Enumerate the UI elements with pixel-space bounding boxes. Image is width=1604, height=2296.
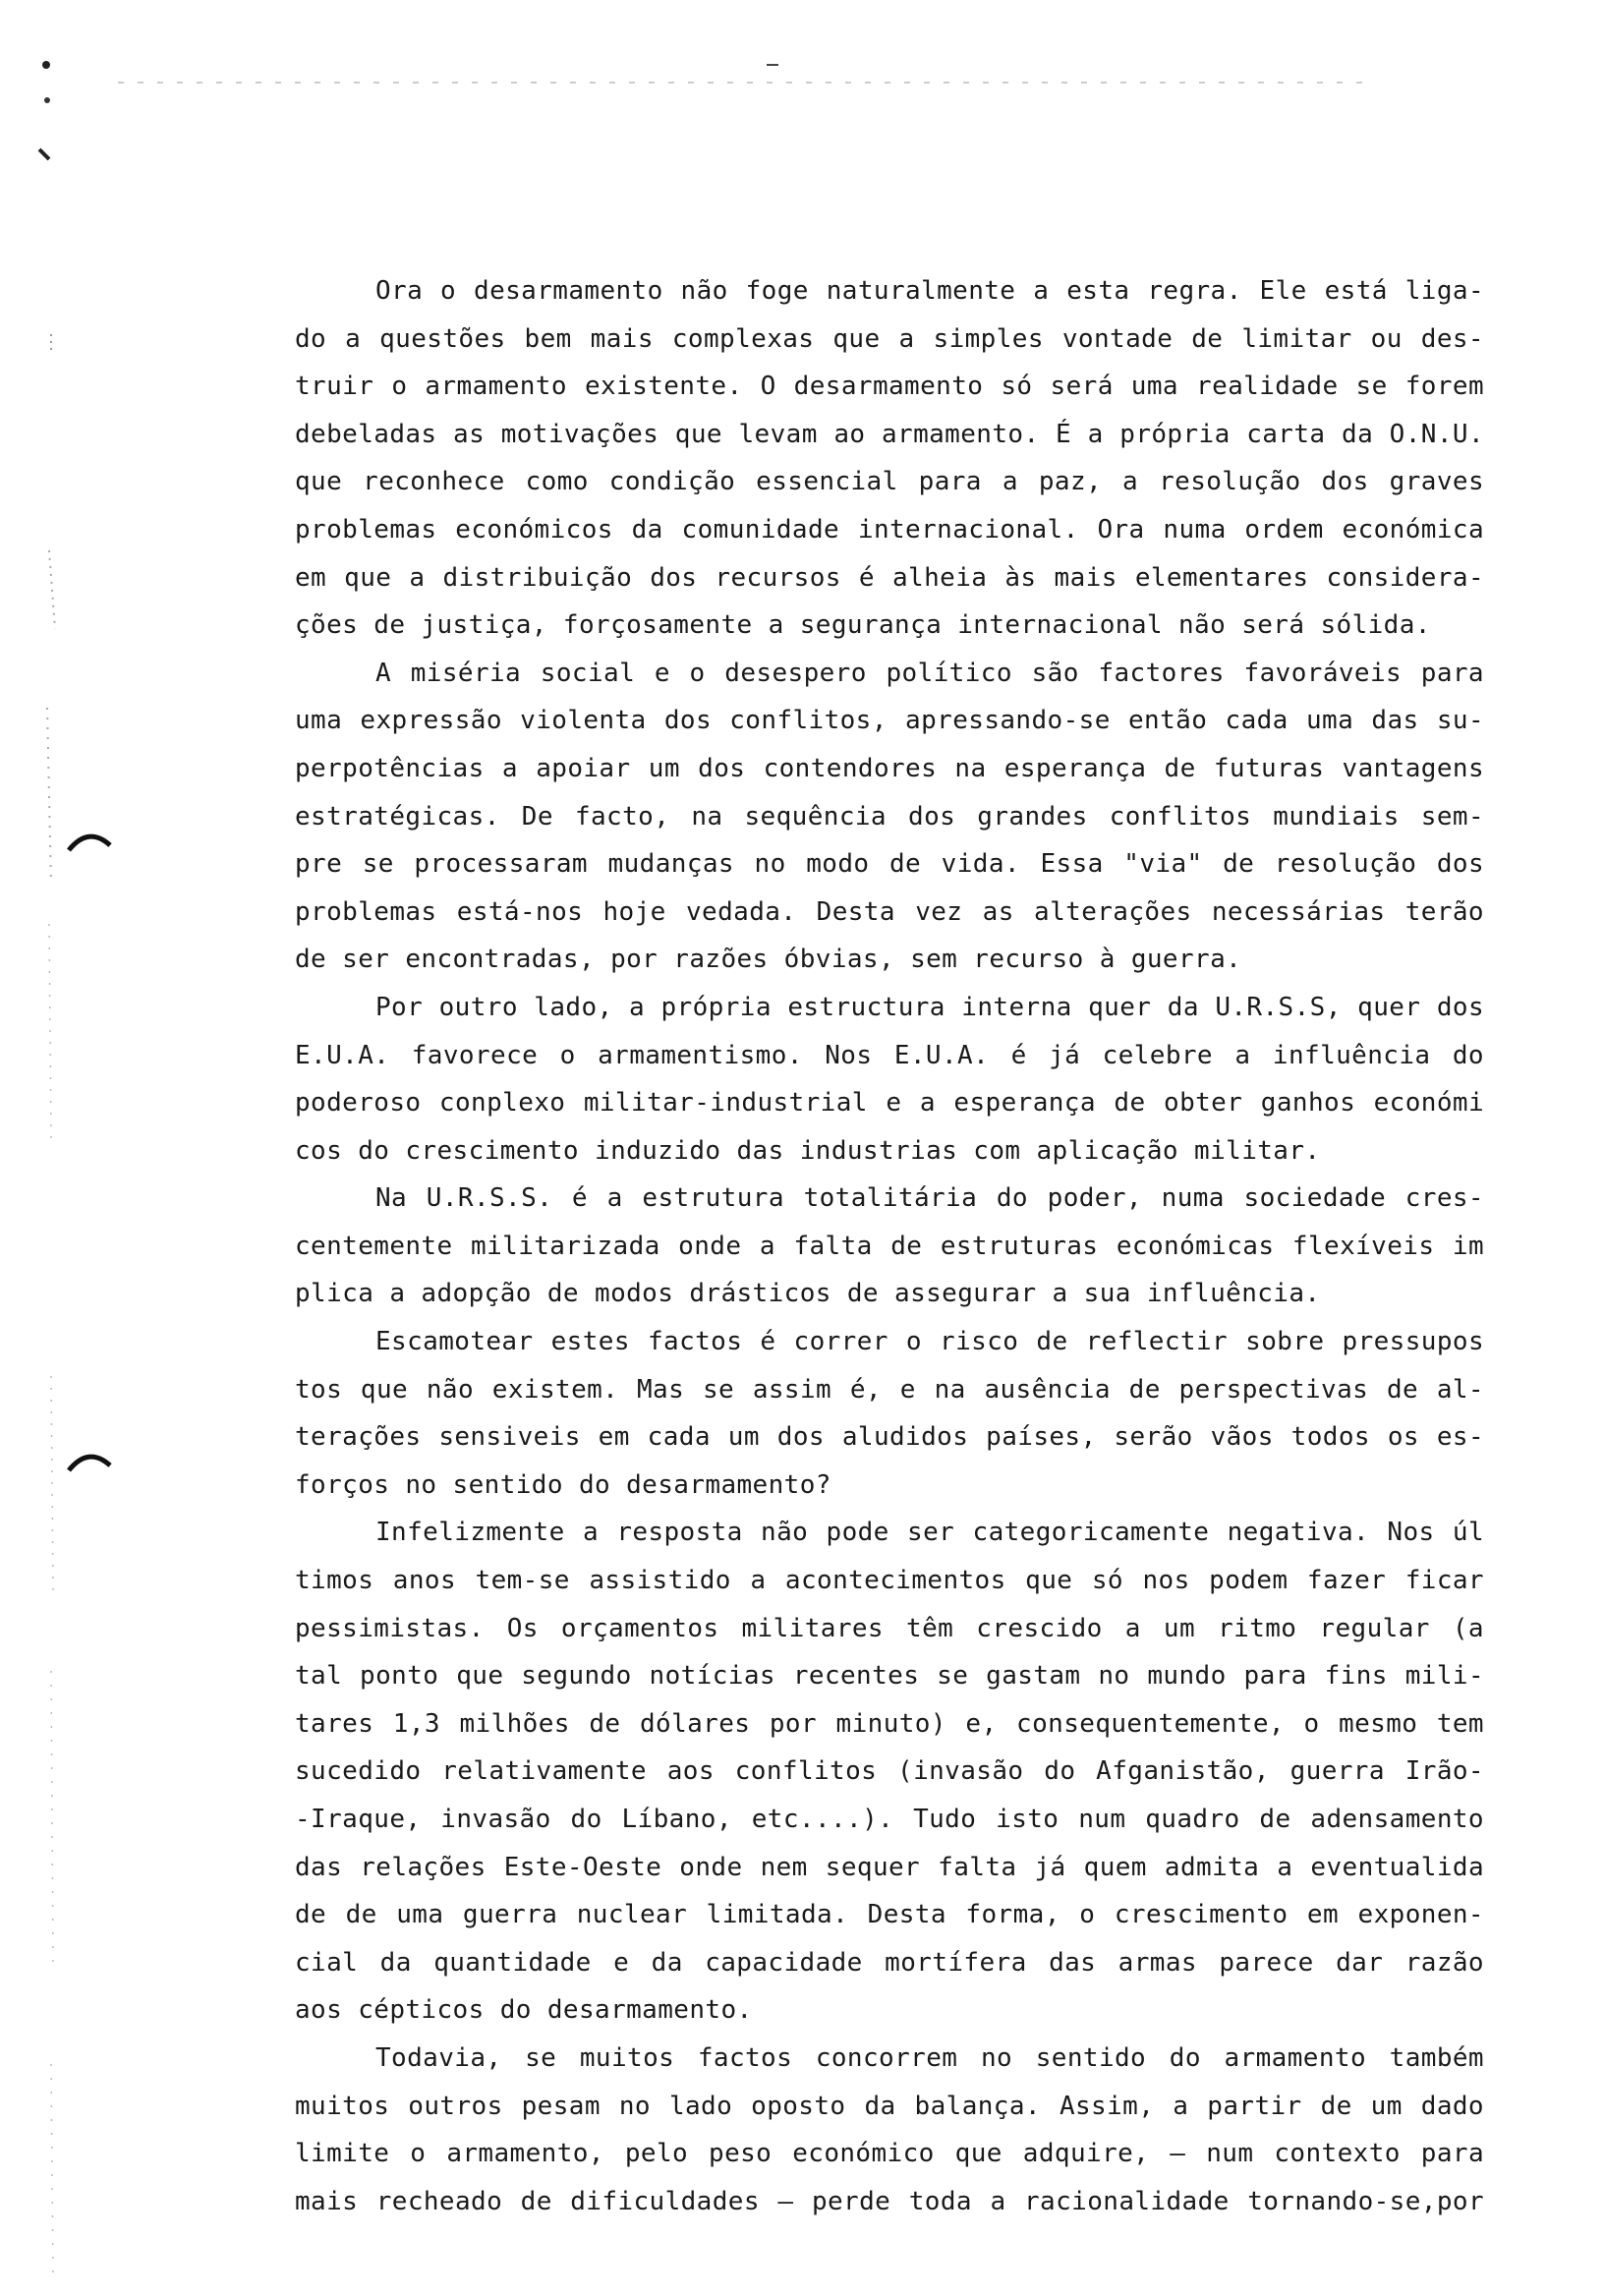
text-line: plica a adopção de modos drásticos de assegurar a sua influência.: [295, 1279, 1321, 1309]
text-line: ções de justiça, forçosamente a segurança internacional não será sólida.: [295, 610, 1431, 641]
text-line: forços no sentido do desarmamento?: [295, 1469, 831, 1500]
text-line: tares 1,3 milhões de dólares por minuto) e, consequentemente, o mesmo tem: [295, 1708, 1484, 1739]
text-line: -Iraque, invasão do Líbano, etc....). Tudo isto num quadro de adensamento: [295, 1805, 1484, 1834]
text-line: sucedido relativamente aos conflitos (invasão do Afganistão, guerra Irão-: [295, 1756, 1484, 1787]
text-line: mais recheado de dificuldades — perde toda a racionalidade tornando-se,por: [295, 2186, 1484, 2216]
body-text: [295, 267, 1484, 2225]
binder-hole-arc: [69, 836, 110, 850]
text-line: problemas económicos da comunidade internacional. Ora numa ordem económica: [295, 514, 1484, 545]
scan-speck: [39, 149, 49, 159]
text-line: cial da quantidade e da capacidade mortífera das armas parece dar razão: [295, 1947, 1484, 1978]
paragraph: [295, 1509, 1484, 2035]
text-line: problemas está-nos hoje vedada. Desta vez as alterações necessárias terão: [295, 896, 1484, 927]
text-line: Ora o desarmamento não foge naturalmente a esta regra. Ele está liga-: [375, 276, 1484, 306]
text-line: das relações Este-Oeste onde nem sequer falta já quem admita a eventualida: [295, 1852, 1484, 1882]
text-line: pessimistas. Os orçamentos militares têm crescido a um ritmo regular (a: [295, 1613, 1484, 1643]
text-line: uma expressão violenta dos conflitos, apressando-se então cada uma das su-: [295, 706, 1484, 736]
text-line: tal ponto que segundo notícias recentes se gastam no mundo para fins mili-: [295, 1661, 1484, 1692]
scan-margin-mark: [47, 708, 51, 885]
text-line: muitos outros pesam no lado oposto da balança. Assim, a partir de um dado: [295, 2091, 1484, 2121]
scan-speck: [44, 97, 50, 103]
text-line: debeladas as motivações que levam ao armamento. É a própria carta da O.N.U.: [295, 419, 1484, 449]
scan-margin-mark: [49, 550, 55, 629]
text-line: Infelizmente a resposta não pode ser categoricamente negativa. Nos úl: [375, 1518, 1484, 1548]
text-line: A miséria social e o desespero político são factores favoráveis para: [375, 658, 1484, 688]
text-line: cos do crescimento induzido das industrias com aplicação militar.: [295, 1135, 1321, 1166]
text-line: de ser encontradas, por razões óbvias, sem recurso à guerra.: [295, 945, 1242, 975]
text-line: limite o armamento, pelo peso económico que adquire, — num contexto para: [295, 2139, 1484, 2169]
paragraph: [295, 1175, 1484, 1318]
text-line: tos que não existem. Mas se assim é, e na ausência de perspectivas de al-: [295, 1374, 1484, 1405]
paragraph: [295, 2035, 1484, 2225]
scan-margin-mark: [51, 2064, 53, 2280]
text-line: Todavia, se muitos factos concorrem no sentido do armamento também: [375, 2042, 1484, 2073]
text-line: estratégicas. De facto, na sequência dos grandes conflitos mundiais sem-: [295, 801, 1484, 832]
binder-hole-arc: [69, 1457, 110, 1470]
text-line: truir o armamento existente. O desarmamento só será uma realidade se forem: [295, 372, 1484, 402]
text-line: terações sensiveis em cada um dos aludidos países, serão vãos todos os es-: [295, 1422, 1484, 1453]
paragraph: [295, 1318, 1484, 1509]
text-line: Por outro lado, a própria estructura interna quer da U.R.S.S, quer dos: [375, 992, 1484, 1022]
text-line: poderoso conplexo militar-industrial e a esperança de obter ganhos económi: [295, 1088, 1484, 1119]
paragraph: [295, 984, 1484, 1175]
scan-margin-mark: [51, 1671, 53, 1966]
scan-margin-mark: [49, 924, 51, 1140]
paragraph: [295, 267, 1484, 650]
text-line: aos cépticos do desarmamento.: [295, 1995, 753, 2026]
text-line: Na U.R.S.S. é a estrutura totalitária do poder, numa sociedade cres-: [375, 1183, 1484, 1214]
scan-speck: [42, 61, 50, 69]
text-line: perpotências a apoiar um dos contendores na esperança de futuras vantagens: [295, 753, 1484, 783]
scan-margin-mark: [51, 1376, 53, 1592]
text-line: E.U.A. favorece o armamentismo. Nos E.U.A. é já celebre a influência do: [295, 1040, 1484, 1070]
text-line: de de uma guerra nuclear limitada. Desta forma, o crescimento em exponen-: [295, 1900, 1484, 1930]
text-line: centemente militarizada onde a falta de estruturas económicas flexíveis im: [295, 1231, 1484, 1261]
text-line: Escamotear estes factos é correr o risco de reflectir sobre pressupos: [375, 1327, 1484, 1357]
text-line: que reconhece como condição essencial para a paz, a resolução dos graves: [295, 467, 1484, 497]
text-line: pre se processaram mudanças no modo de vida. Essa "via" de resolução dos: [295, 849, 1484, 880]
text-line: do a questões bem mais complexas que a simples vontade de limitar ou des-: [295, 323, 1484, 354]
paragraph: [295, 650, 1484, 984]
text-line: timos anos tem-se assistido a acontecimentos que só nos podem fazer ficar: [295, 1566, 1484, 1596]
text-line: em que a distribuição dos recursos é alheia às mais elementares considera-: [295, 562, 1484, 593]
